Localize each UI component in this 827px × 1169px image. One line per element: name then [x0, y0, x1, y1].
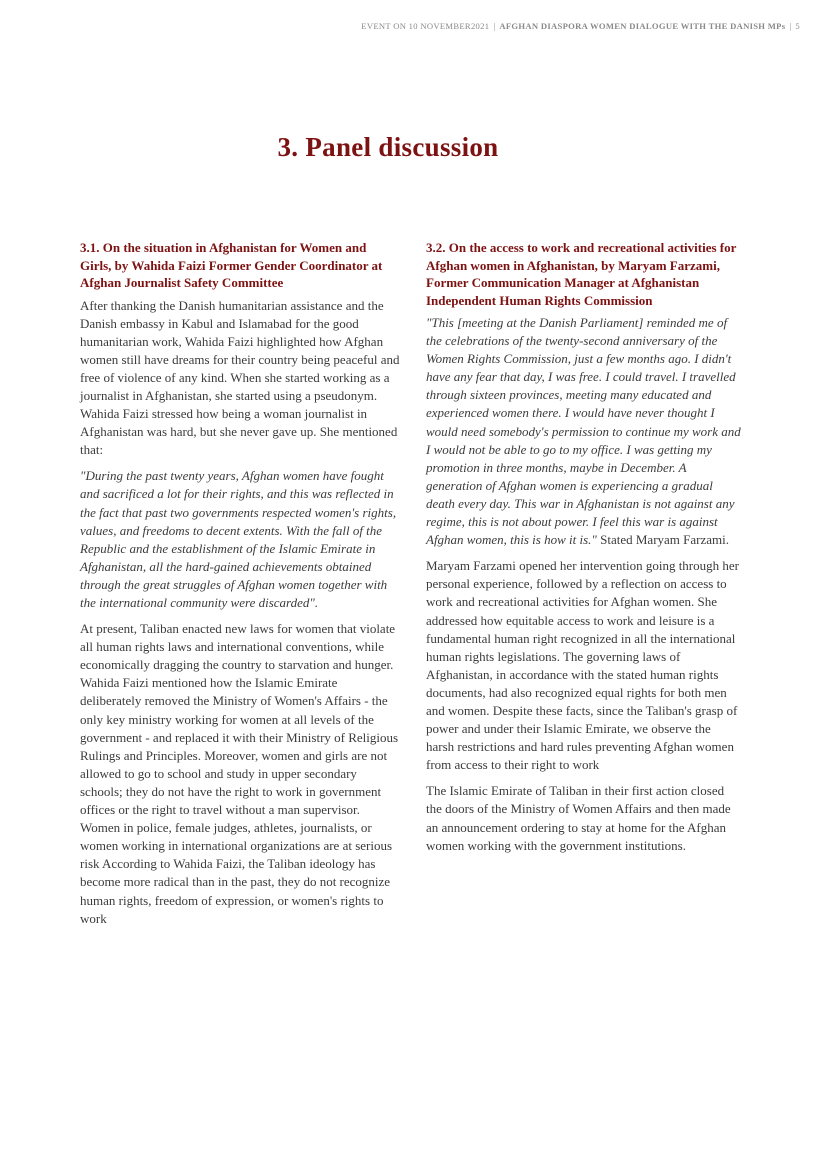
quote-attribution: Stated Maryam Farzami.	[596, 532, 730, 548]
body-paragraph: At present, Taliban enacted new laws for women that violate all human rights laws and international conventions, while economically dragging the country to starvation and hunger. Wahida Faizi mentioned how the Islamic Emirate deliberately removed the Ministry of Women's Affairs - the only key ministry working for women at all levels of the government - and replaced it with their Ministry of Religious Rulings and Principles. Moreover, women and girls are not allowed to go to school and study in upper secondary schools; they do not have the right to work in government offices or the right to travel without a man supervisor. Women in police, female judges, athletes, journalists, or women working in international organizations are at serious risk According to Wahida Faizi, the Taliban ideology has become more radical than in the past, they do not recognize human rights, freedom of expression, or women's rights to work	[80, 621, 399, 926]
section-heading-3-1: 3.1. On the situation in Afghanistan for Women and Girls, by Wahida Faizi Former Gender Coordinator at Afghan Journalist Safety Committee	[80, 240, 383, 290]
body-paragraph: Maryam Farzami opened her intervention going through her personal experience, followed by a reflection on access to work and recreational activities for Afghan women. She addressed how equitable access to work and leisure is a fundamental human right recognized in all the international human rights legislations. The governing laws of Afghanistan, in accordance with the stated human rights documents, had also recognized equal rights for both men and women. Despite these facts, since the Taliban's grasp of power and under their Islamic Emirate, we observe the harsh restrictions and hard rules preventing Afghan women from access to their right to work	[426, 558, 739, 773]
header-separator: |	[789, 21, 792, 31]
header-title: AFGHAN DIASPORA WOMEN DIALOGUE WITH THE DANISH MPs	[499, 21, 786, 31]
left-column	[80, 239, 400, 936]
body-paragraph: After thanking the Danish humanitarian assistance and the Danish embassy in Kabul and Islamabad for the good humanitarian work, Wahida Faizi highlighted how Afghan women still have dreams for their country being peaceful and free of violence of any kind. When she started working as a journalist in Afghanistan, she started using a pseudonym. Wahida Faizi stressed how being a woman journalist in Afghanistan was hard, but she never gave up. She mentioned that:	[80, 297, 400, 458]
body-paragraph: The Islamic Emirate of Taliban in their first action closed the doors of the Ministry of Women Affairs and then made an announcement ordering to stay at home for the Afghan women working with the government institutions.	[426, 783, 731, 853]
page-number: 5	[795, 21, 800, 31]
header-separator: |	[493, 21, 496, 31]
running-header	[361, 21, 800, 31]
header-event-date: EVENT ON 10 NOVEMBER2021	[361, 21, 490, 31]
page-title: 3. Panel discussion	[277, 132, 499, 162]
section-heading-3-2: 3.2. On the access to work and recreational activities for Afghan women in Afghanistan, by Maryam Farzami, Former Communication Manager at Afghanistan Independent Human Rights Commission	[426, 240, 737, 308]
right-column	[426, 239, 742, 863]
quote-paragraph: "During the past twenty years, Afghan women have fought and sacrificed a lot for their rights, and this was reflected in the fact that past two governments respected women's rights, values, and freedoms to decent extents. With the fall of the Republic and the establishment of the Islamic Emirate in Afghanistan, all the hard-gained achievements obtained through the great struggles of Afghan women together with the international community were discarded".	[80, 468, 397, 610]
quote-paragraph	[426, 314, 742, 549]
quote-text: "This [meeting at the Danish Parliament] reminded me of the celebrations of the twenty-second anniversary of the Women Rights Commission, just a few months ago. I didn't have any fear that day, I was free. I could travel. I travelled through sixteen provinces, meeting many educated and experienced women there. I would have never thought I would need somebody's permission to continue my work and I would not be able to go to my office. I was getting my promotion in three months, maybe in December. A generation of Afghan women is experiencing a gradual death every day. This war in Afghanistan is not against any regime, this is not about power. I feel this war is against Afghan women, this is how it is."	[426, 315, 741, 548]
